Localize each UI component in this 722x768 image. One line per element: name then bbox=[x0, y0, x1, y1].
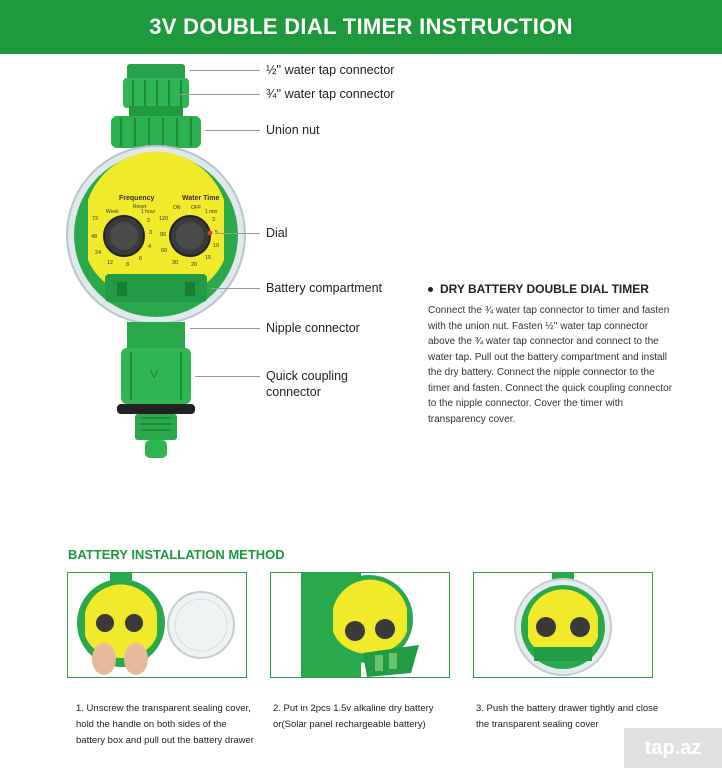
step-2-image bbox=[270, 572, 450, 678]
bullet-icon bbox=[428, 287, 433, 292]
callout-nipple-connector: Nipple connector bbox=[266, 321, 360, 335]
svg-text:24: 24 bbox=[95, 250, 102, 256]
leader-line-nipple bbox=[190, 328, 260, 329]
leader-line-half-connector bbox=[190, 70, 260, 71]
battery-section-title: BATTERY INSTALLATION METHOD bbox=[68, 547, 285, 562]
svg-text:30: 30 bbox=[172, 260, 179, 266]
svg-text:1 min: 1 min bbox=[205, 209, 218, 215]
svg-text:OFF: OFF bbox=[191, 205, 201, 211]
svg-text:ON: ON bbox=[173, 205, 181, 211]
callout-union-nut: Union nut bbox=[266, 123, 320, 137]
svg-text:12: 12 bbox=[107, 260, 114, 266]
description-body: Connect the ¾ water tap connector to timer and fasten with the union nut. Fasten ½'' water tap connector above the ¾ water tap connector and connect to the water tap. Pull out the battery compartment and install the dry battery. Connect the nipple connector to the timer and fasten. Connect the quick coupling connector to the nipple connector. Cover the timer with transparency cover. bbox=[428, 305, 673, 425]
svg-text:20: 20 bbox=[191, 262, 198, 268]
union-nut bbox=[111, 116, 201, 148]
leader-line-battery bbox=[210, 288, 260, 289]
transparent-cover bbox=[168, 592, 234, 658]
watermark-text: tap.az bbox=[644, 736, 702, 759]
step-3-image bbox=[473, 572, 653, 678]
description-title: DRY BATTERY DOUBLE DIAL TIMER bbox=[428, 282, 649, 296]
svg-text:60: 60 bbox=[161, 248, 168, 254]
svg-text:8: 8 bbox=[126, 262, 130, 268]
leader-line-dial bbox=[215, 233, 260, 234]
svg-text:4: 4 bbox=[148, 244, 152, 250]
watermark bbox=[624, 728, 722, 768]
step-1-image bbox=[67, 572, 247, 678]
half-inch-connector bbox=[127, 64, 185, 80]
page-title: 3V DOUBLE DIAL TIMER INSTRUCTION bbox=[149, 14, 573, 39]
leader-line-union-nut bbox=[205, 130, 260, 131]
callout-three-quarter-connector: ¾'' water tap connector bbox=[266, 87, 395, 101]
svg-text:Frequency: Frequency bbox=[119, 195, 155, 202]
nipple-connector bbox=[127, 322, 185, 348]
o-ring bbox=[117, 404, 195, 414]
svg-text:48: 48 bbox=[91, 234, 98, 240]
svg-text:10: 10 bbox=[213, 243, 220, 249]
svg-text:3: 3 bbox=[149, 230, 153, 236]
svg-text:Week: Week bbox=[106, 209, 119, 215]
svg-text:3: 3 bbox=[212, 217, 216, 223]
svg-text:72: 72 bbox=[92, 216, 99, 222]
step-1-caption: 1. Unscrew the transparent sealing cover, hold the handle on both sides of the battery box and pull out the battery drawer bbox=[76, 703, 254, 746]
callout-battery-compartment: Battery compartment bbox=[266, 281, 383, 295]
svg-text:Water Time: Water Time bbox=[182, 195, 220, 202]
three-quarter-connector bbox=[129, 106, 183, 116]
svg-text:15: 15 bbox=[205, 255, 212, 261]
svg-text:120: 120 bbox=[159, 216, 169, 222]
svg-text:1 hour: 1 hour bbox=[141, 209, 156, 215]
leader-line-quick-coupling bbox=[195, 376, 260, 377]
svg-text:Reset: Reset bbox=[133, 204, 147, 210]
callout-quick-coupling: Quick coupling connector bbox=[266, 369, 348, 399]
svg-text:2: 2 bbox=[147, 218, 151, 224]
callout-half-connector: ½'' water tap connector bbox=[266, 63, 395, 77]
callout-dial: Dial bbox=[266, 226, 288, 240]
header-banner bbox=[0, 0, 722, 54]
svg-text:90: 90 bbox=[160, 232, 167, 238]
step-3-caption: 3. Push the battery drawer tightly and close the transparent sealing cover bbox=[476, 703, 659, 730]
step-2-caption: 2. Put in 2pcs 1.5v alkaline dry battery or(Solar panel rechargeable battery) bbox=[273, 703, 434, 730]
timer-device-illustration bbox=[55, 60, 255, 470]
leader-line-three-quarter-connector bbox=[180, 94, 260, 95]
svg-text:6: 6 bbox=[139, 256, 143, 262]
svg-text:V: V bbox=[150, 367, 159, 381]
